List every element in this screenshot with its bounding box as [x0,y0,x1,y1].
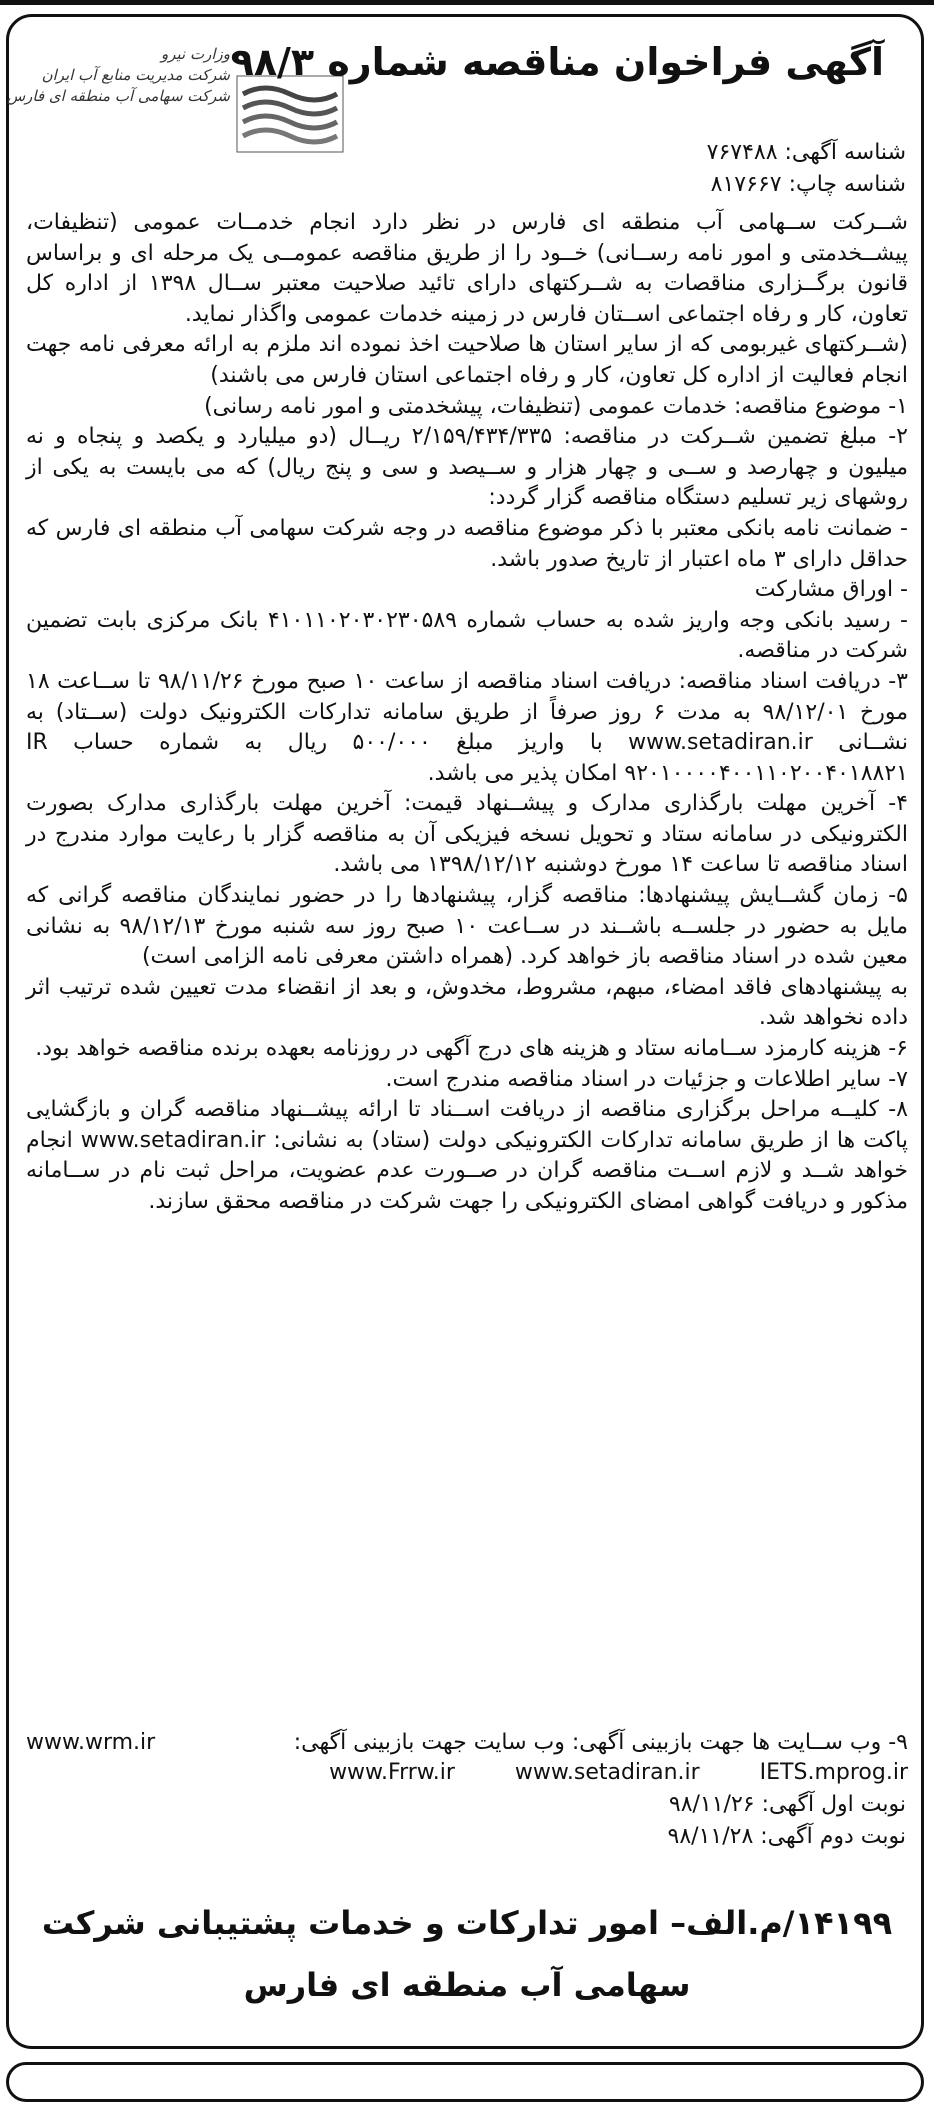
water-waves-icon [235,74,345,154]
logo-parent-company: شرکت مدیریت منابع آب ایران [41,66,230,84]
website-iets[interactable]: IETS.mprog.ir [759,1760,908,1785]
item-4-deadline: ۴- آخرین مهلت بارگذاری مدارک و پیشــنهاد قیمت: آخرین مهلت بارگذاری مدارک بصورت الکترونیکی در سامانه ستاد و تحویل نسخه فیزیکی آن به مناقصه گزار با رعایت موارد مندرج در اسناد مناقصه تا ساعت ۱۴ مورخ دوشنبه ۱۳۹۸/۱۲/۱۲ می باشد. [26,791,908,878]
item-5-opening: ۵- زمان گشــایش پیشنهادها: مناقصه گزار، پیشنهادها را در حضور نمایندگان مناقصه گرانی که مایل به حضور در جلســه باشــند در ســاعت ۱۰ صبح روز سه شنبه مورخ ۹۸/۱۲/۱۳ به نشانی معین شده در اسناد مناقصه باز خواهد کرد. (همراه داشتن معرفی نامه الزامی است) [26,883,908,970]
website-setadiran[interactable]: www.setadiran.ir [514,1760,700,1785]
guarantee-bonds: - اوراق مشارکت [754,577,908,603]
notice-title: آگهی فراخوان مناقصه شماره ۹۸/۳ [230,40,884,84]
top-rule [0,0,934,5]
footer-line-2: سهامی آب منطقه ای فارس [243,1966,691,2004]
item-7-other-info: ۷- سایر اطلاعات و جزئیات در اسناد مناقصه مندرج است. [385,1066,908,1092]
logo-company: شرکت سهامی آب منطقه ای فارس [6,87,230,105]
footer-line-1: ۱۴۱۹۹/م.الف– امور تدارکات و خدمات پشتیبانی شرکت [41,1904,893,1942]
ad-id: شناسه آگهی: ۷۶۷۴۸۸ [706,140,906,165]
websites-label: ۹- وب ســایت ها جهت بازبینی آگهی: وب سایت جهت بازبینی آگهی: [293,1730,908,1755]
item-2-guarantee: ۲- مبلغ تضمین شــرکت در مناقصه: ۲/۱۵۹/۴۳۴/۳۳۵ ریــال (دو میلیارد و یکصد و پنجاه و نه میلیون و چهارصد و ســی و چهار هزار و ســیصد و سی و پنج ریال) که می بایست به یکی از روشهای زیر تسلیم دستگاه مناقصه گزار گردد: [26,424,908,511]
print-id: شناسه چاپ: ۸۱۷۶۶۷ [710,172,906,197]
guarantee-bank-letter: - ضمانت نامه بانکی معتبر با ذکر موضوع مناقصه در وجه شرکت سهامی آب منطقه ای فارس که حداقل دارای ۳ ماه اعتبار از تاریخ صدور باشد. [26,515,908,572]
guarantee-bank-receipt: - رسید بانکی وجه واریز شده به حساب شماره ۴۱۰۱۱۰۲۰۳۰۲۳۰۵۸۹ بانک مرکزی بابت تضمین شرکت در مناقصه. [26,607,908,664]
second-publication: نوبت دوم آگهی: ۹۸/۱۱/۲۸ [667,1824,906,1849]
logo-ministry: وزارت نیرو [160,45,230,63]
logo-text [6,44,230,154]
item-3-documents: ۳- دریافت اسناد مناقصه: دریافت اسناد مناقصه از ساعت ۱۰ صبح مورخ ۹۸/۱۱/۲۶ تا ســاعت ۱۸ مورخ ۹۸/۱۲/۰۱ به مدت ۶ روز صرفاً از طریق سامانه تدارکات الکترونیک دولت (ســتاد) به نشــانی www.setadiran.ir با واریز مبلغ ۵۰۰/۰۰۰ ریال به شماره حساب IR ۹۲۰۱۰۰۰۰۴۰۰۱۱۰۲۰۰۴۰۱۸۸۲۱ امکان پذیر می باشد. [26,668,908,786]
invalid-bids-note: به پیشنهادهای فاقد امضاء، مبهم، مشروط، مخدوش، و بعد از انقضاء مدت تعیین شده ترتیب اثر داده نخواهد شد. [26,974,908,1031]
item-1-subject: ۱- موضوع مناقصه: خدمات عمومی (تنظیفات، پیشخدمتی و امور نامه رسانی) [204,393,908,419]
item-6-fees: ۶- هزینه کارمزد ســامانه ستاد و هزینه های درج آگهی در روزنامه بعهده برنده مناقصه خواهد بود. [35,1036,908,1062]
website-wrm[interactable]: www.wrm.ir [26,1730,156,1755]
intro-paragraph: شــرکت ســهامی آب منطقه ای فارس در نظر دارد انجام خدمــات عمومی (تنظیفات، پیشــخدمتی و امور نامه رســانی) خــود را از طریق مناقصه عمومــی یک مرحله ای و براساس قانون برگــزاری مناقصات به شــرکتهای دارای تائید صلاحیت معتبر ســال ۱۳۹۸ از اداره کل تعاون، کار و رفاه اجتماعی اســتان فارس در زمینه خدمات عمومی واگذار نماید. [26,210,908,327]
non-native-companies-note: (شــرکتهای غیربومی که از سایر استان ها صلاحیت اخذ نموده اند ملزم به ارائه معرفی نامه جهت انجام فعالیت از اداره کل تعاون، کار و رفاه اجتماعی استان فارس می باشند) [26,332,908,388]
website-frrw[interactable]: www.Frrw.ir [329,1760,455,1785]
websites-section [26,1728,908,1788]
next-notice-frame-edge [6,2062,924,2102]
item-8-procedure: ۸- کلیــه مراحل برگزاری مناقصه از دریافت اســناد تا ارائه پیشــنهاد مناقصه گران و بازگشایی پاکت ها از طریق سامانه تدارکات الکترونیکی دولت (ستاد) به نشانی: www.setadiran.ir انجام خواهد شــد و لازم اســت مناقصه گران در صــورت عدم عضویت، مراحل ثبت نام در ســامانه مذکور و دریافت گواهی امضای الکترونیکی را جهت شرکت در مناقصه محقق سازند. [26,1097,908,1214]
first-publication: نوبت اول آگهی: ۹۸/۱۱/۲۶ [668,1792,906,1817]
notice-body [26,208,908,1218]
